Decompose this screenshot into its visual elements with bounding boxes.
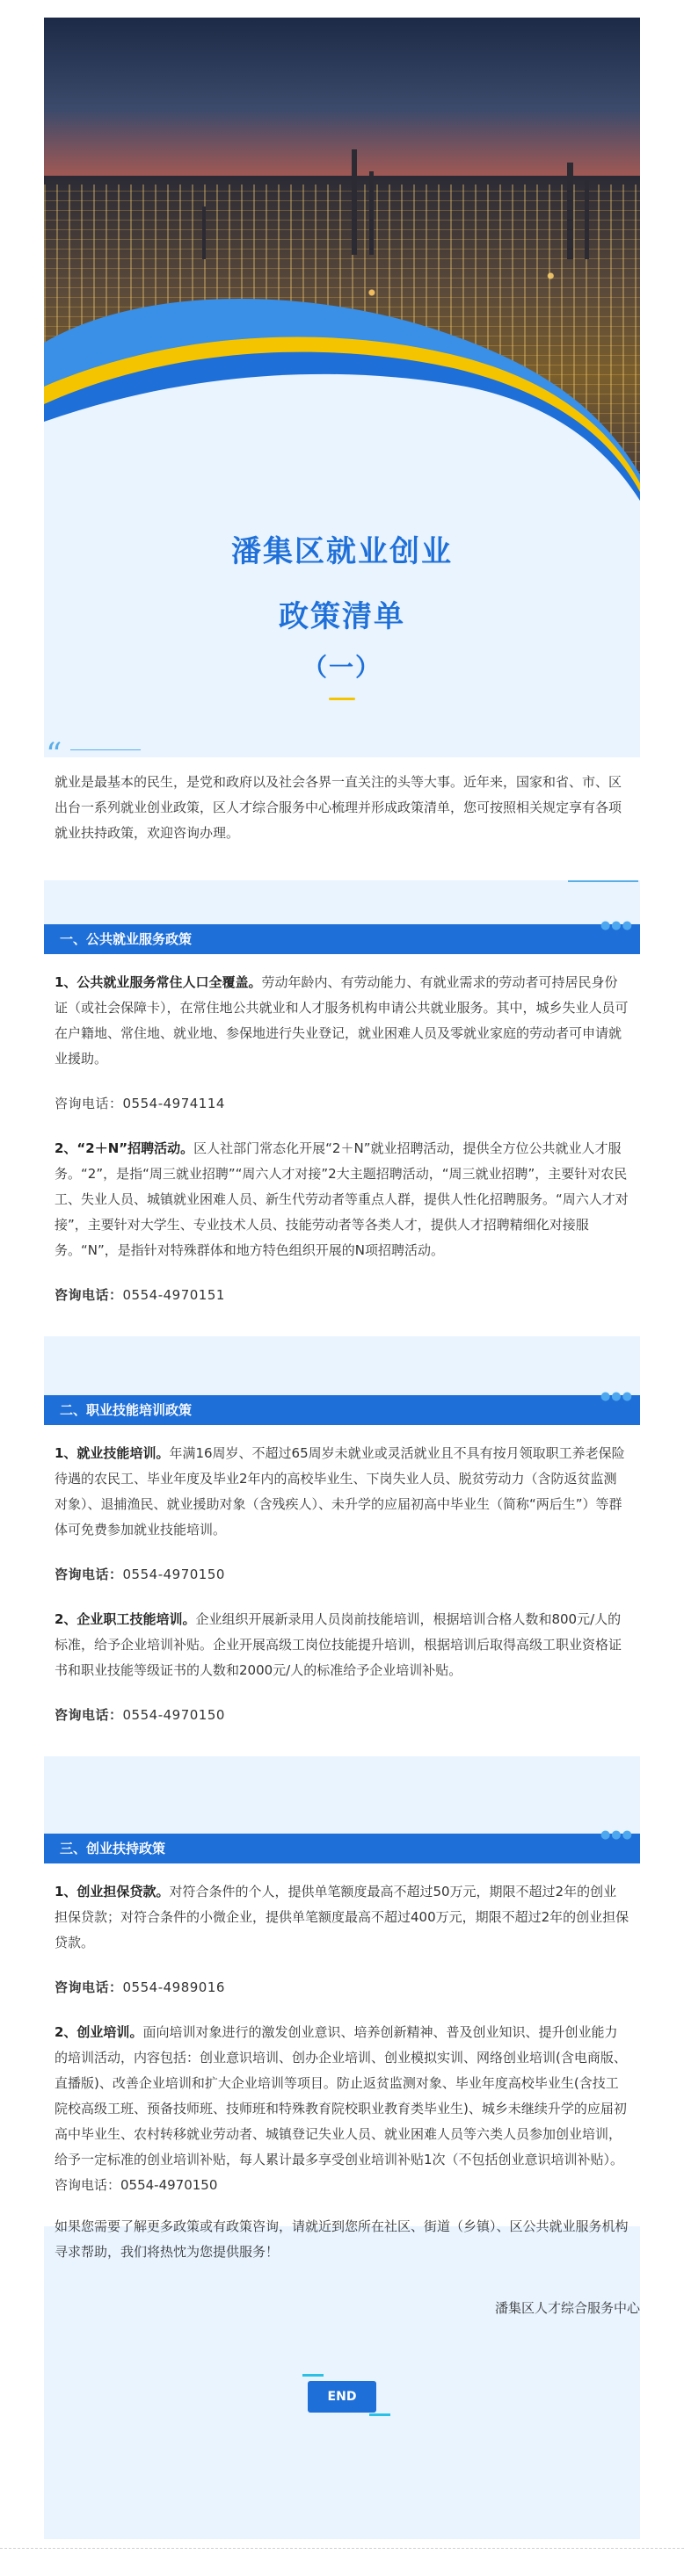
policy-item xyxy=(55,1441,629,1543)
policy-heading: 2、企业职工技能培训。 xyxy=(55,1611,196,1627)
section-entrepreneurship xyxy=(44,1828,640,2226)
quote-divider xyxy=(70,749,141,750)
policy-heading: 1、创业担保贷款。 xyxy=(55,1884,170,1899)
contact-phone xyxy=(55,1975,629,2001)
end-deco-line xyxy=(369,2413,390,2416)
policy-heading: 2、创业培训。 xyxy=(55,2024,143,2040)
contact-phone xyxy=(55,1283,629,1308)
policy-body: 对符合条件的个人，提供单笔额度最高不超过50万元，期限不超过2年的创业担保贷款；对符合条件的小微企业，提供单笔额度最高不超过400万元，期限不超过2年的创业担保贷款。 xyxy=(55,1884,629,1950)
end-label: END xyxy=(308,2381,376,2413)
dots-decoration-icon: ●●● xyxy=(600,1828,633,1842)
contact-phone xyxy=(55,1562,629,1588)
signature: 潘集区人才综合服务中心 xyxy=(494,2300,640,2316)
section-title: 二、职业技能培训政策 xyxy=(60,1402,193,1418)
end-deco-line xyxy=(302,2374,324,2377)
policy-body: 面向培训对象进行的激发创业意识、培养创新精神、普及创业知识、提升创业能力的培训活动，内容包括：创业意识培训、创办企业培训、创业模拟实训、网络创业培训(含电商版、直播版)、改善企业培训和扩大企业培训等项目。防止返贫监测对象、毕业年度高校毕业生(含技工院校高级工班、预备技师班、技师班和特殊教育院校职业教育类毕业生)、城乡未继续升学的应届初高中毕业生、农村转移就业劳动者、城镇登记失业人员、就业困难人员等六类人员参加创业培训，给予一定标准的创业培训补贴，每人累计最多享受创业培训补贴1次（不包括创业意识培训补贴）。咨询电话：0554-4970150 xyxy=(55,2024,627,2193)
policy-heading: 2、“2＋N”招聘活动。 xyxy=(55,1140,194,1156)
section-header xyxy=(44,919,640,954)
page-title-line2: 政策清单 xyxy=(279,599,405,634)
section-header xyxy=(44,1828,640,1863)
article-page xyxy=(44,18,640,2539)
intro-text: 就业是最基本的民生，是党和政府以及社会各界一直关注的头等大事。近年来，国家和省、市、区出台一系列就业创业政策，区人才综合服务中心梳理并形成政策清单，您可按照相关规定享有各项就业扶持政策，欢迎咨询办理。 xyxy=(55,774,622,841)
policy-item xyxy=(55,970,629,1072)
policy-body: 企业组织开展新录用人员岗前技能培训，根据培训合格人数和800元/人的标准，给予企业培训补贴。企业开展高级工岗位技能提升培训，根据培训后取得高级工职业资格证书和职业技能等级证书的人数和2000元/人的标准给予企业培训补贴。 xyxy=(55,1611,622,1678)
phone-number: 0554-4989016 xyxy=(122,1979,225,1995)
hero-wave-decoration xyxy=(44,18,640,510)
hero-image xyxy=(44,18,640,510)
policy-item xyxy=(55,2020,629,2198)
phone-label: 咨询电话： xyxy=(55,1287,123,1303)
page-title-line1: 潘集区就业创业 xyxy=(231,534,453,569)
policy-body: 年满16周岁、不超过65周岁未就业或灵活就业且不具有按月领取职工养老保险待遇的农民工、毕业年度及毕业2年内的高校毕业生、下岗失业人员、脱贫劳动力（含防返贫监测对象）、退捕渔民、就业援助对象（含残疾人）、未升学的应届初高中毕业生（简称“两后生”）等群体可免费参加就业技能培训。 xyxy=(55,1445,625,1538)
policy-heading: 1、就业技能培训。 xyxy=(55,1445,170,1461)
section-title: 三、创业扶持政策 xyxy=(60,1841,166,1856)
phone-number: 0554-4970150 xyxy=(122,1567,225,1582)
contact-phone xyxy=(55,1703,629,1728)
phone-number: 0554-4974114 xyxy=(122,1096,225,1111)
section-public-employment xyxy=(44,919,640,1336)
contact-phone xyxy=(55,1091,629,1117)
section-skills-training xyxy=(44,1390,640,1756)
policy-body: 区人社部门常态化开展“2＋N”就业招聘活动，提供全方位公共就业人才服务。“2”，是指“周三就业招聘”“周六人才对接”2大主题招聘活动，“周三就业招聘”，主要针对农民工、失业人员、城镇就业困难人员、新生代劳动者等重点人群，提供人性化招聘服务。“周六人才对接”，主要针对大学生、专业技术人员、技能劳动者等各类人才，提供人才招聘精细化对接服务。“N”，是指针对特殊群体和地方特色组织开展的N项招聘活动。 xyxy=(55,1140,629,1258)
title-underline xyxy=(329,698,355,700)
dots-decoration-icon: ●●● xyxy=(600,919,633,932)
dots-decoration-icon: ●●● xyxy=(600,1390,633,1403)
phone-number: 0554-4970150 xyxy=(122,1707,225,1723)
phone-label: 咨询电话： xyxy=(55,1567,123,1582)
policy-item xyxy=(55,1136,629,1263)
bottom-divider xyxy=(0,2548,684,2549)
section-header xyxy=(44,1390,640,1425)
section-title: 一、公共就业服务政策 xyxy=(60,931,193,947)
double-quote-icon: “ xyxy=(46,737,62,773)
intro-box xyxy=(44,737,640,880)
phone-label: 咨询电话： xyxy=(55,1707,123,1723)
intro-divider xyxy=(568,880,638,882)
policy-item xyxy=(55,1607,629,1683)
page-title-line3: （一） xyxy=(302,653,382,682)
policy-item xyxy=(55,1879,629,1956)
phone-label: 咨询电话： xyxy=(55,1979,123,1995)
phone-number: 0554-4970151 xyxy=(122,1287,225,1303)
policy-heading: 1、公共就业服务常住人口全覆盖。 xyxy=(55,974,262,990)
phone-label: 咨询电话： xyxy=(55,1096,123,1111)
policy-body: 劳动年龄内、有劳动能力、有就业需求的劳动者可持居民身份证（或社会保障卡），在常住地公共就业和人才服务机构申请公共就业服务。其中，城乡失业人员可在户籍地、常住地、就业地、参保地进行失业登记，就业困难人员及零就业家庭的劳动者可申请就业援助。 xyxy=(55,974,629,1067)
end-marker xyxy=(308,2374,378,2414)
closing-text: 如果您需要了解更多政策或有政策咨询，请就近到您所在社区、街道（乡镇）、区公共就业服务机构寻求帮助，我们将热忱为您提供服务！ xyxy=(55,2218,629,2260)
